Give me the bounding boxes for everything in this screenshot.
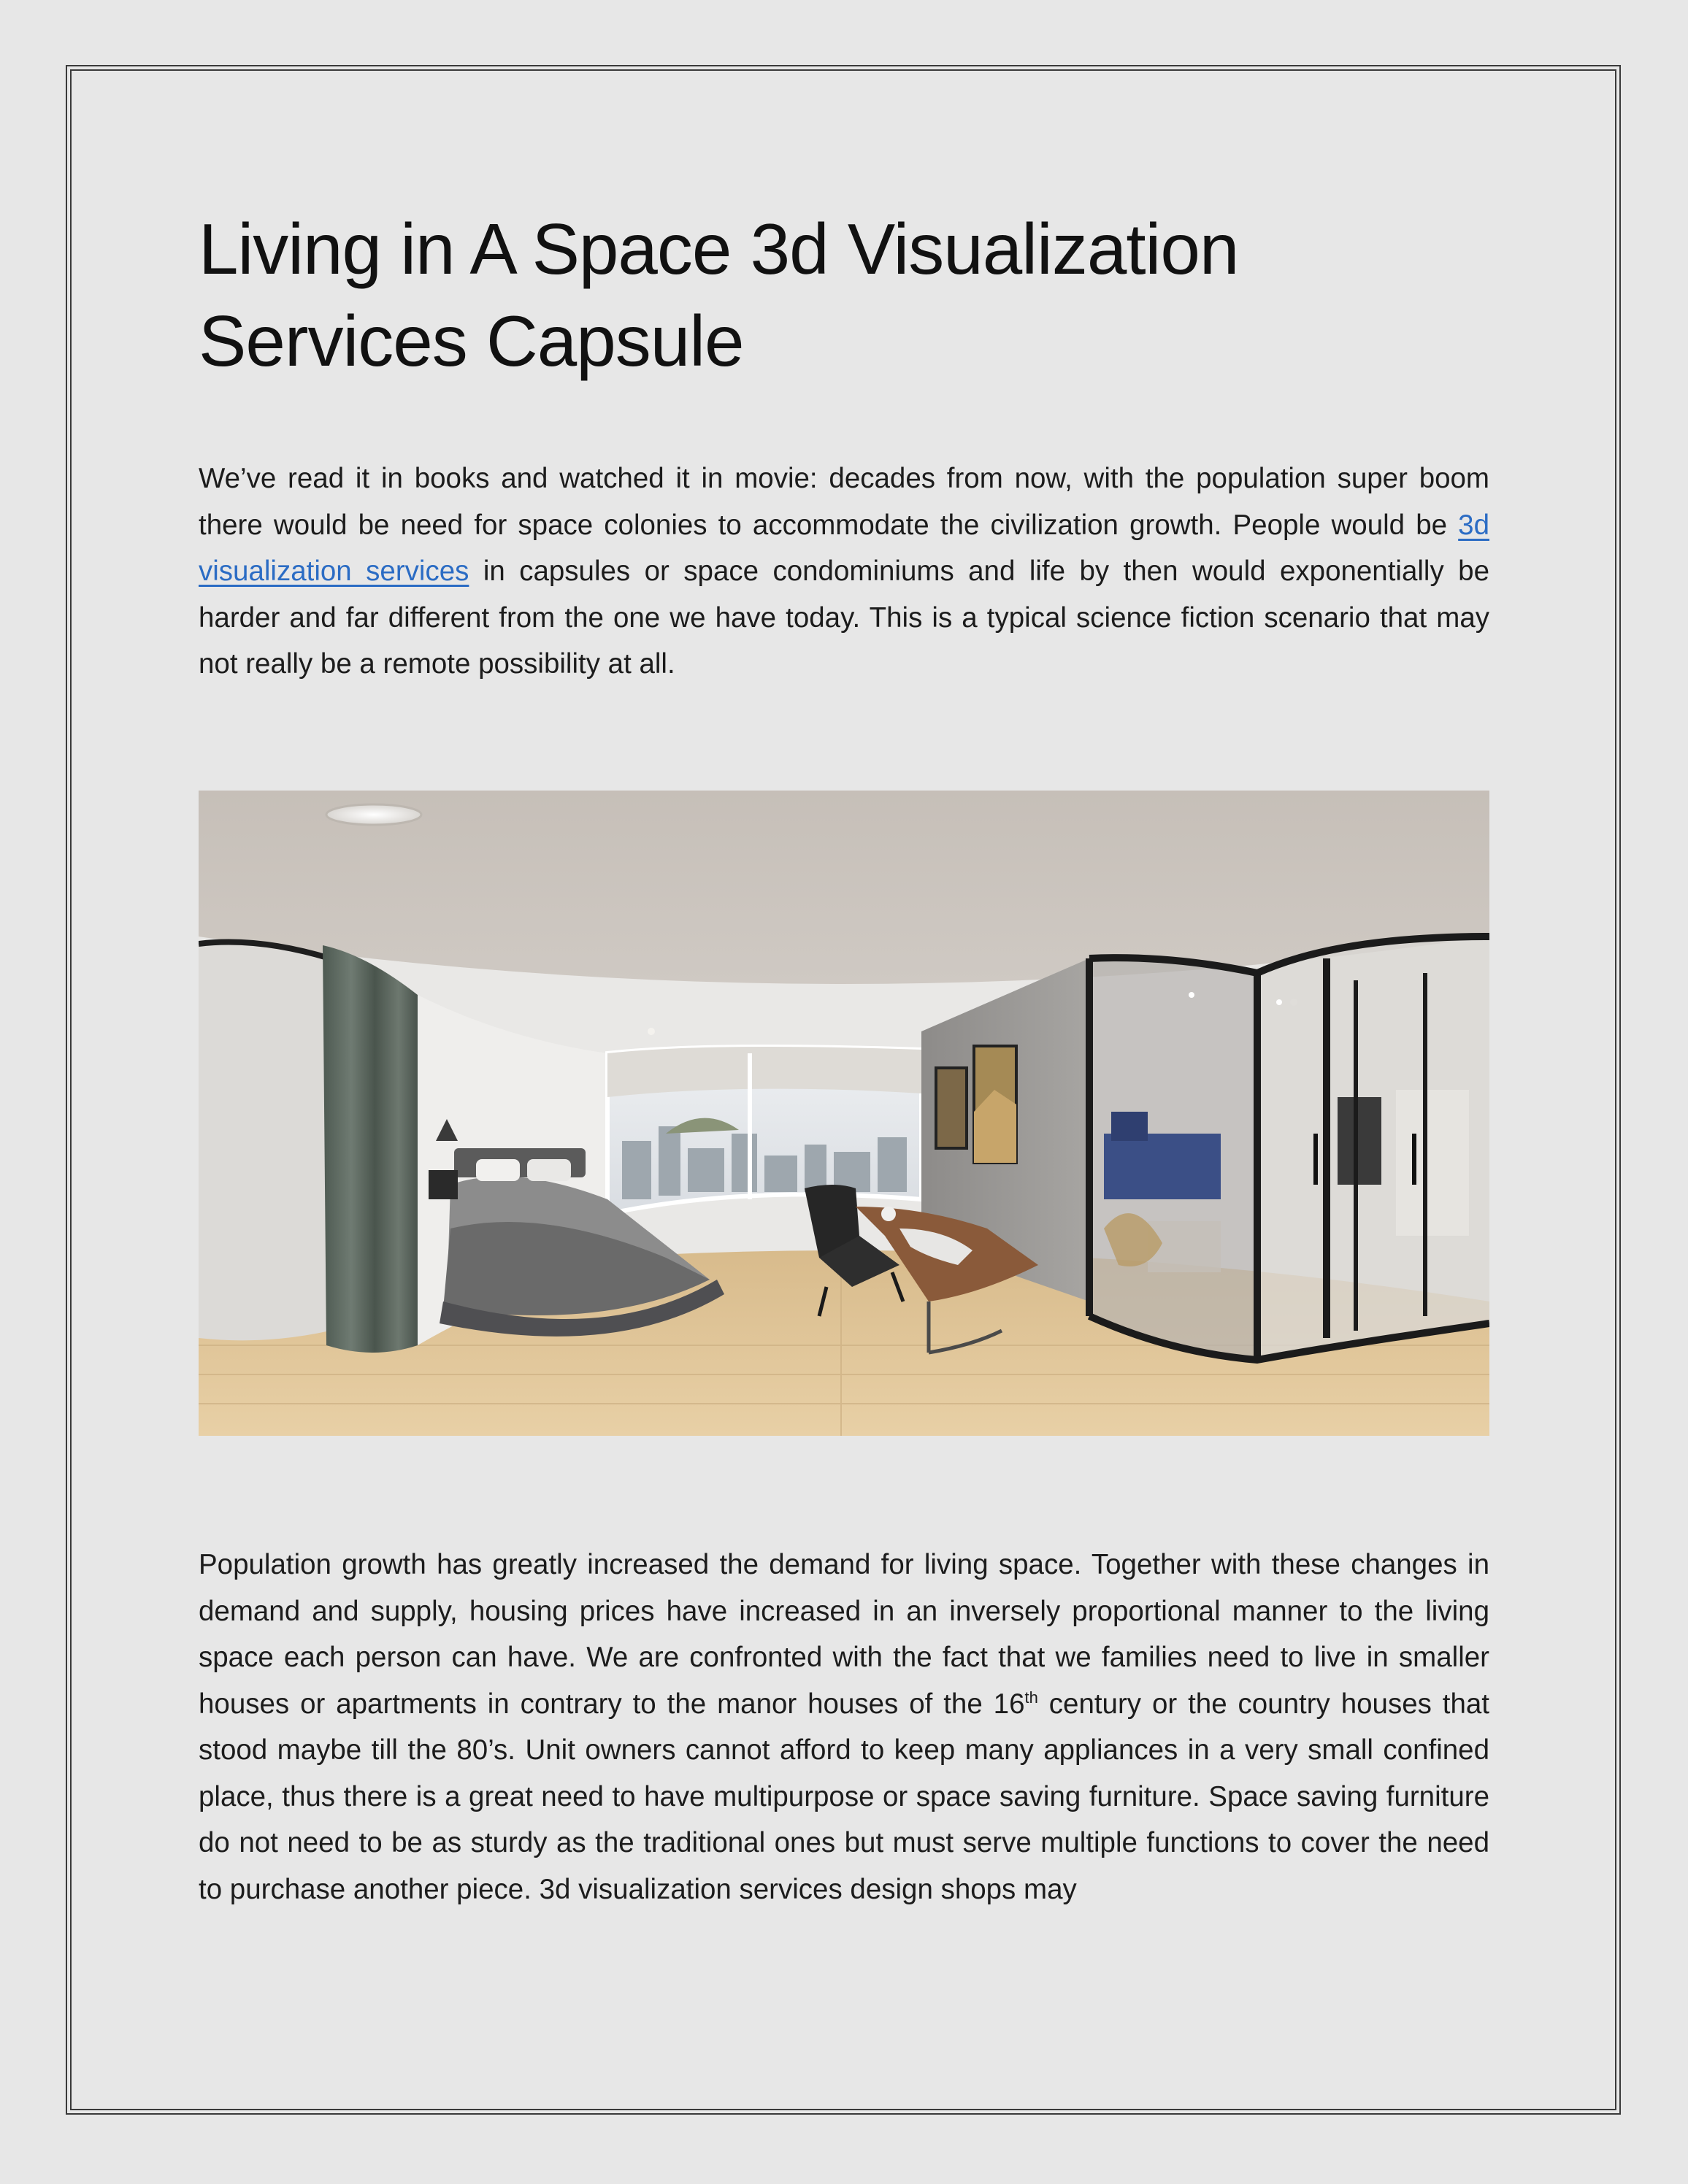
body-text-end: century or the country houses that stood maybe till the 80’s. Unit owners cannot afford to keep many appliances in a very small confined place, thus there is a great need to have multipurpose or space saving furniture. Space saving furniture do not need to be as sturdy as the traditional ones but must serve multiple functions to cover the need to purchase another piece. 3d visualization services design shops may — [199, 1688, 1490, 1905]
ordinal-superscript: th — [1024, 1688, 1038, 1707]
panorama-bedroom-image — [199, 791, 1489, 1436]
intro-paragraph — [199, 455, 1489, 688]
intro-text-start: We’ve read it in books and watched it in movie: decades from now, with the population super boom there would be need for space colonies to accommodate the civilization growth. People would be — [199, 463, 1489, 541]
body-paragraph — [199, 1542, 1489, 1912]
body-text-start: Population growth has greatly increased the demand for living space. Together with these changes in demand and supply, housing prices have increased in an inversely proportional manner to the living space each person can have. We are confronted with the fact that we families need to live in smaller houses or apartments in contrary to the manor houses of the 16 — [199, 1549, 1489, 1720]
document-title: Living in A Space 3d Visualization Services Capsule — [199, 209, 1239, 381]
panorama-illustration — [199, 791, 1489, 1436]
intro-text-end: in capsules or space condominiums and life by then would exponentially be harder and far different from the one we have today. This is a typical science fiction scenario that may not really be a remote possibility at all. — [199, 555, 1489, 680]
visualization-services-link[interactable]: 3d visualization services — [199, 509, 1489, 587]
